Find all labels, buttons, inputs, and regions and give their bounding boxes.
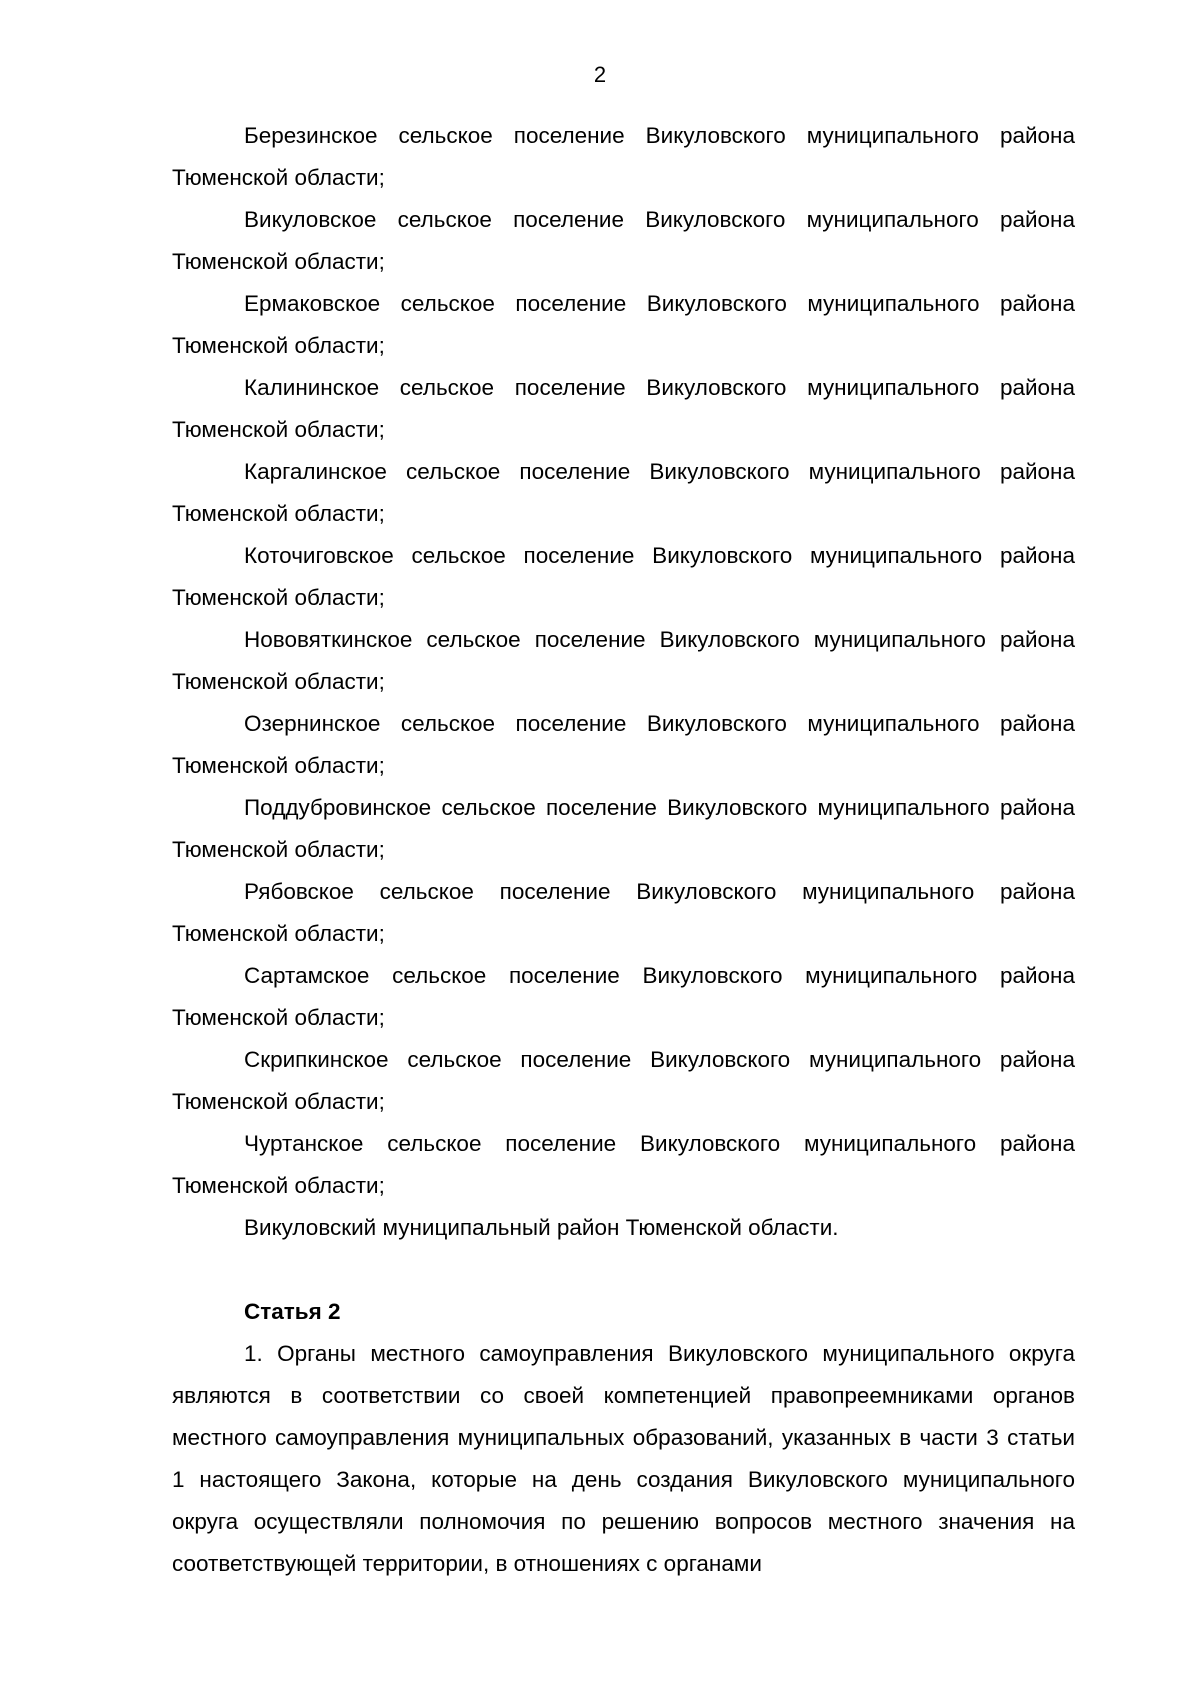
settlement-item: Коточиговское сельское поселение Викуловского муниципального района Тюменской области; <box>172 543 1075 610</box>
settlement-item: Сартамское сельское поселение Викуловского муниципального района Тюменской области; <box>172 963 1075 1030</box>
settlement-item: Чуртанское сельское поселение Викуловского муниципального района Тюменской области; <box>172 1131 1075 1198</box>
settlement-item: Озернинское сельское поселение Викуловского муниципального района Тюменской области; <box>172 711 1075 778</box>
page-number: 2 <box>593 62 607 87</box>
settlement-item: Каргалинское сельское поселение Викуловского муниципального района Тюменской области; <box>172 459 1075 526</box>
article-heading: Статья 2 <box>244 1299 341 1324</box>
settlement-item: Калининское сельское поселение Викуловского муниципального района Тюменской области; <box>172 375 1075 442</box>
article-paragraph: 1. Органы местного самоуправления Викуловского муниципального округа являются в соответствии со своей компетенцией правопреемниками органов местного самоуправления муниципальных образований, указанных в части 3 статьи 1 настоящего Закона, которые на день создания Викуловского муниципального округа осуществляли полномочия по решению вопросов местного значения на соответствующей территории, в отношениях с органами <box>172 1341 1075 1576</box>
settlement-item: Нововяткинское сельское поселение Викуловского муниципального района Тюменской области; <box>172 627 1075 694</box>
settlement-item: Скрипкинское сельское поселение Викуловского муниципального района Тюменской области; <box>172 1047 1075 1114</box>
settlement-item: Березинское сельское поселение Викуловского муниципального района Тюменской области; <box>172 123 1075 190</box>
district-item: Викуловский муниципальный район Тюменской области. <box>244 1215 839 1240</box>
settlement-item: Ермаковское сельское поселение Викуловского муниципального района Тюменской области; <box>172 291 1075 358</box>
settlement-item: Рябовское сельское поселение Викуловского муниципального района Тюменской области; <box>172 879 1075 946</box>
settlement-item: Поддубровинское сельское поселение Викуловского муниципального района Тюменской области; <box>172 795 1075 862</box>
settlement-item: Викуловское сельское поселение Викуловского муниципального района Тюменской области; <box>172 207 1075 274</box>
document-body <box>172 115 1075 1585</box>
section-gap <box>172 1249 1075 1291</box>
